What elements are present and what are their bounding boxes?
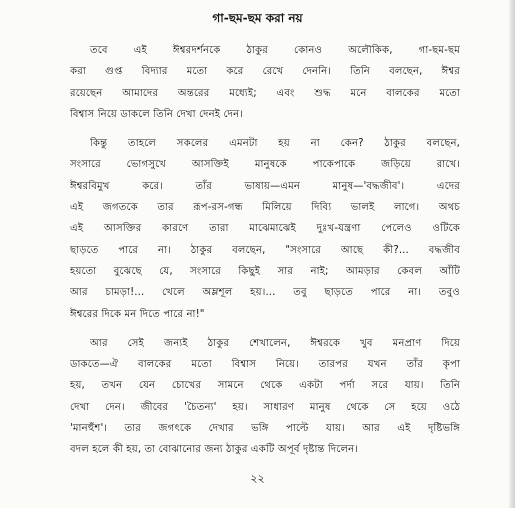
- text-line: ডাকতে—ঐ বালকের মতো বিশ্বাস নিয়ে। তারপর যখন তাঁর কৃপা: [70, 359, 460, 371]
- text-line: তবে এই ঈশ্বরদর্শনকে ঠাকুর কোনও অলৌকিক, গা-ছম-ছম: [90, 45, 460, 56]
- text-line: 'মানহুঁশ'। তার জগৎকে দেখার ভঙ্গি পাল্টে যায়। আর এই দৃষ্টিভঙ্গি: [70, 423, 460, 435]
- text-line: বদল হলে কী হয়, তা বোঝানোর জন্য ঠাকুর একটি অপূর্ব দৃষ্টান্ত দিলেন।: [70, 444, 359, 456]
- text-line: এই জগতকে তার রূপ-রস-গন্ধ মিলিয়ে দিব্যি ভালই লাগে। অথচ: [70, 202, 460, 214]
- text-line: কিন্তু তাহলে সকলের এমনটা হয় না কেন? ঠাকুর বলছেন,: [90, 138, 460, 150]
- text-line: ঈশ্বরবিমুখ করে। তাঁর ভাষায়—এমন মানুষ—'বদ্ধজীব'। এদের: [70, 180, 460, 192]
- text-line: রয়েছেন আমাদের অন্তরের মধ্যেই; এবং শুদ্ধ মনে বালকের মতো: [70, 87, 460, 99]
- paragraph-gap: [70, 325, 460, 333]
- text-line: এই আসক্তির কারণে তারা মাঝেমাঝেই দুঃখ-যন্ত্রণা পেলেও ওটিকে: [70, 223, 460, 235]
- text-line: সংসারে ভোগসুখে আসক্তিই মানুষকে পাকেপাকে জড়িয়ে রাখে।: [70, 159, 460, 171]
- text-line: হয়তো বুঝেছে যে, সংসারে কিছুই সার নাই; আমড়ার কেবল আঁটি: [70, 265, 460, 277]
- page-body: [70, 40, 460, 461]
- text-line: ঈশ্বরের দিকে মন দিতে পারে না!": [70, 308, 205, 320]
- chapter-title: গা-ছম-ছম করা নয়: [212, 11, 303, 25]
- page-edge-shadow: [509, 0, 515, 508]
- paragraph-gap: [70, 125, 460, 133]
- text-line: দেখা দেন। জীবের 'চৈতন্য' হয়। সাধারণ মানুষ থেকে সে হয়ে ওঠে: [70, 401, 460, 413]
- text-line: আর চামড়া!... খেলে অম্লশূল হয়।... তবু ছাড়তে পারে না। তবুও: [70, 287, 460, 299]
- text-line: আর সেই জন্যই ঠাকুর শেখালেন, ঈশ্বরকে খুব মনপ্রাণ দিয়ে: [90, 337, 460, 349]
- text-line: ছাড়তে পারে না। ঠাকুর বলছেন, "সংসারে আছে কী?... বদ্ধজীব: [70, 244, 460, 256]
- text-line: করা গুপ্ত বিদ্যার মতো করে রেখে দেননি। তিনি বলছেন, ঈশ্বর: [70, 66, 460, 78]
- page-number: ২২: [250, 472, 265, 485]
- text-line: বিশ্বাস নিয়ে ডাকলে তিনি দেখা দেনই দেন।: [70, 108, 244, 120]
- text-line: হয়, তখন যেন চোখের সামনে থেকে একটা পর্দা সরে যায়। তিনি: [70, 380, 460, 392]
